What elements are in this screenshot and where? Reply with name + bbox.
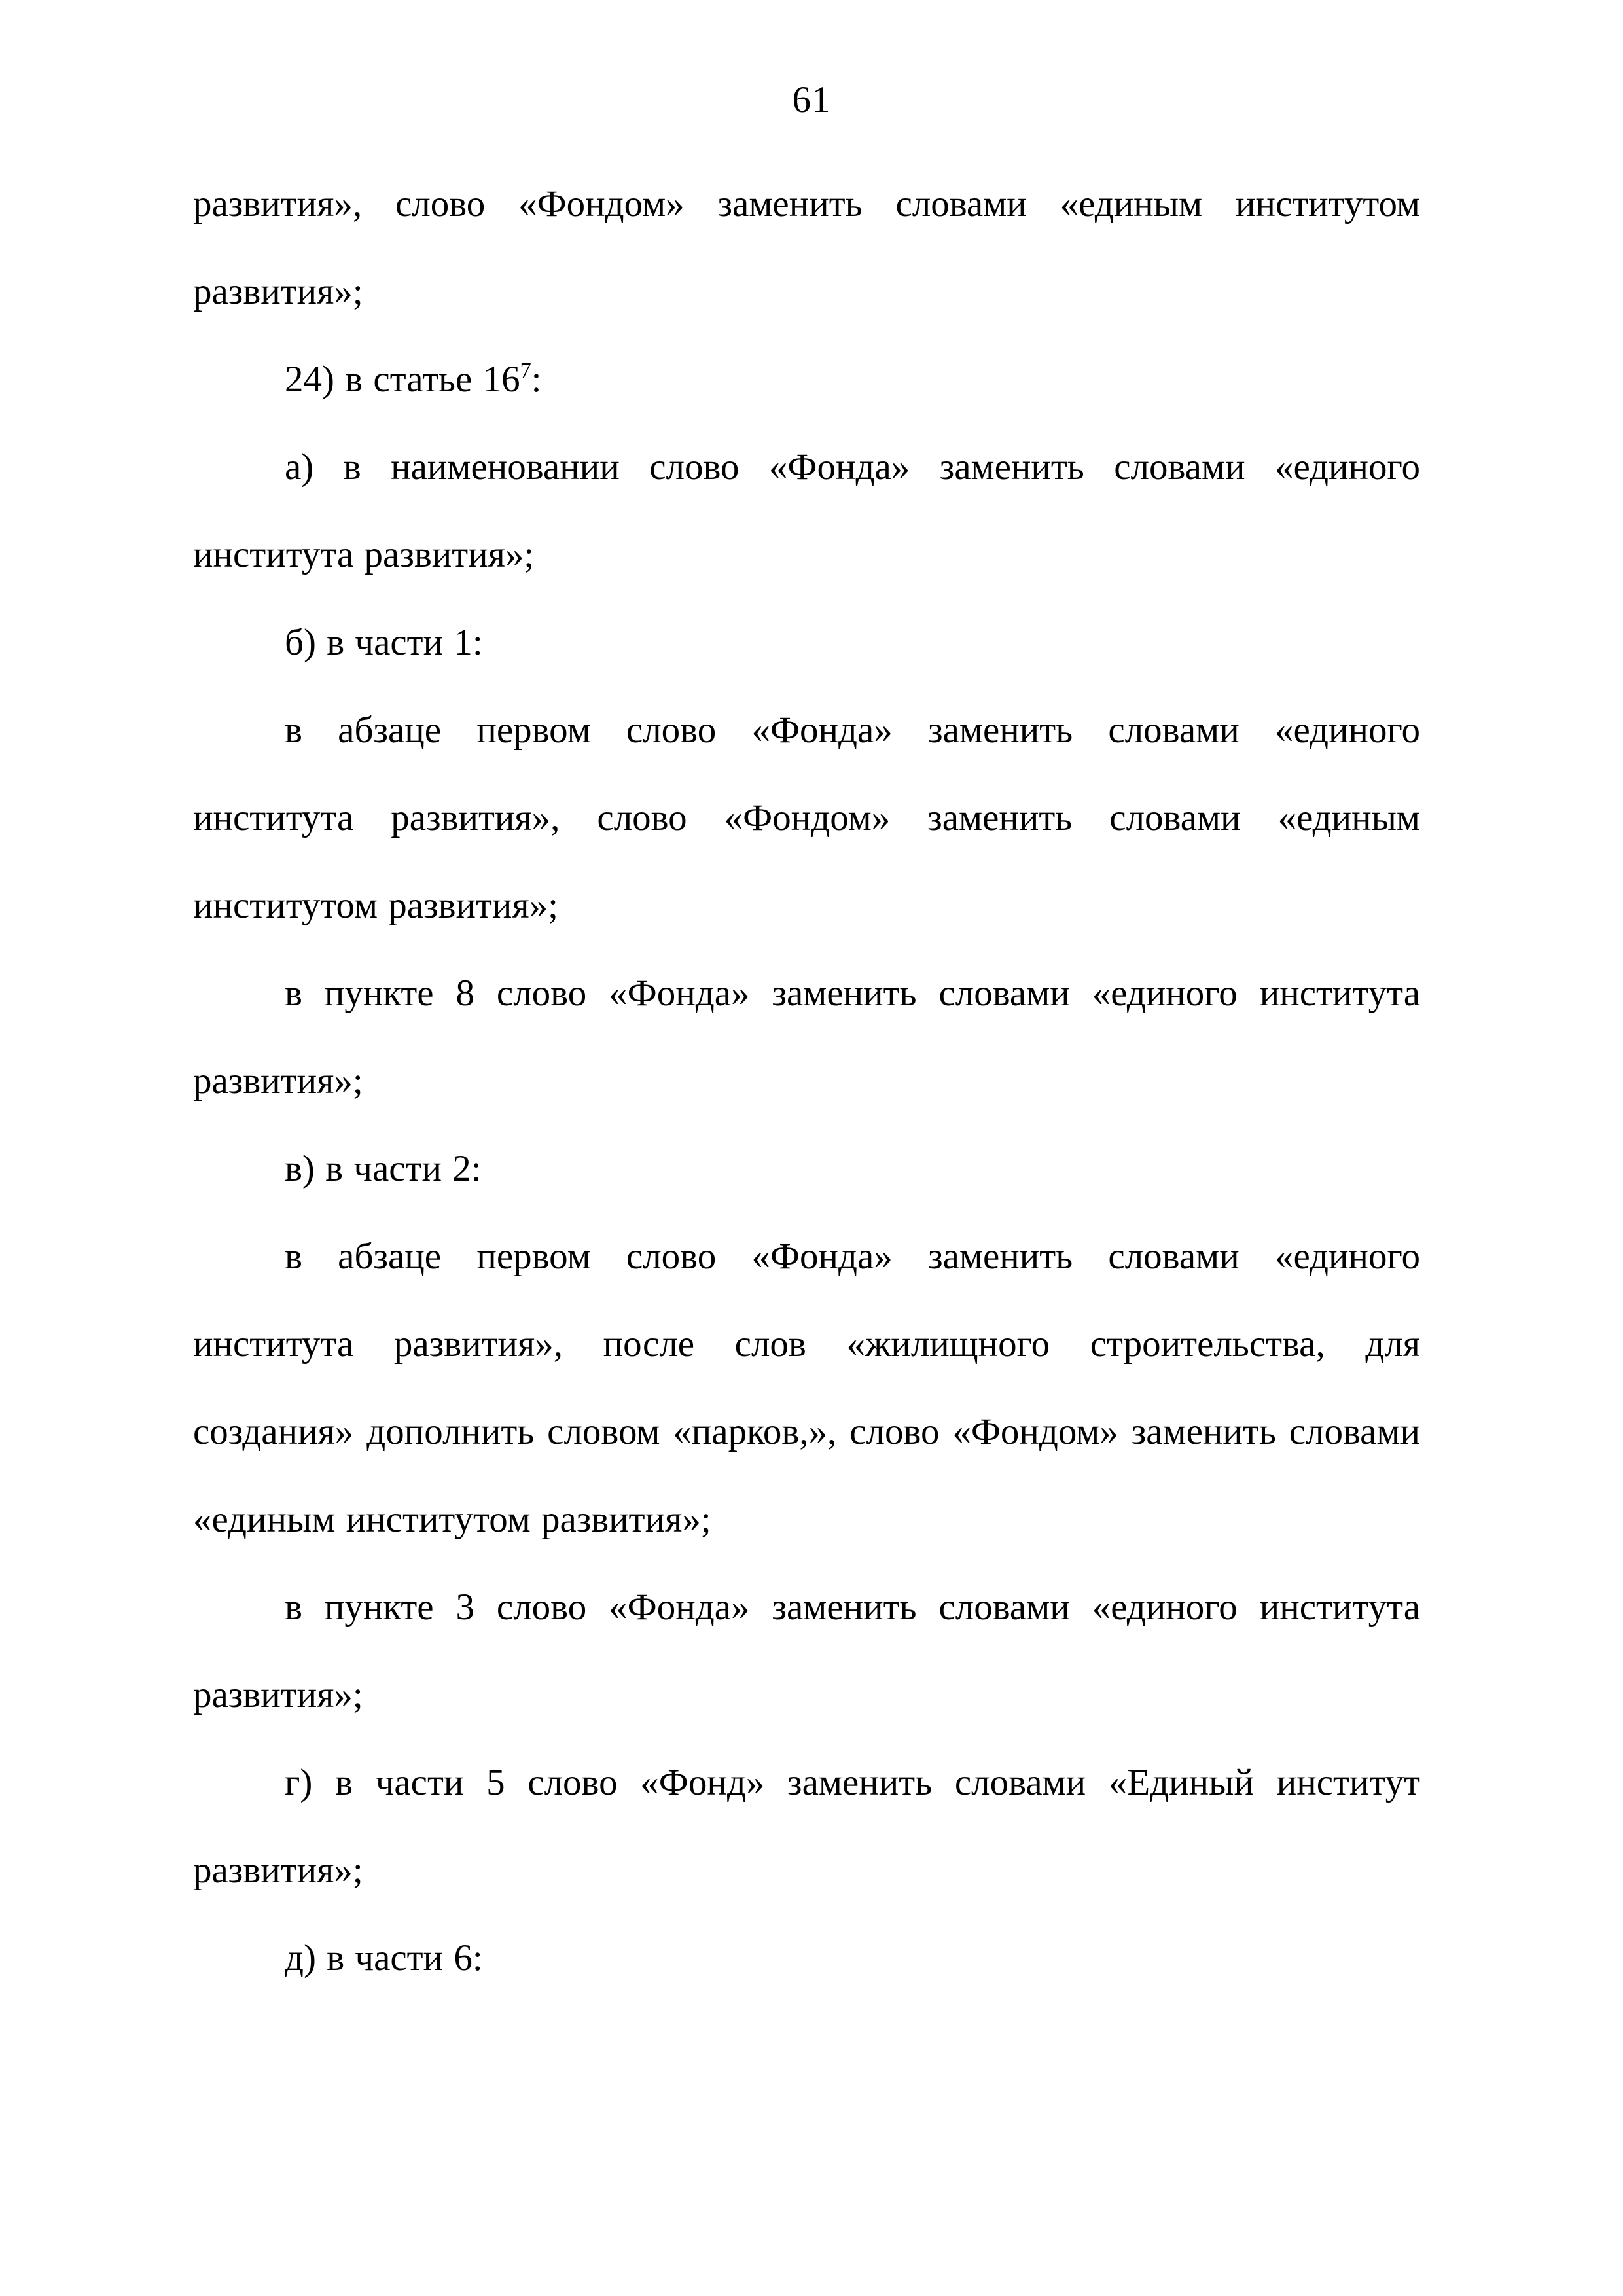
text-segment: развития»;	[193, 271, 363, 312]
text-line	[193, 1476, 1420, 1564]
text-line	[193, 1827, 1420, 1914]
text-line	[193, 599, 1420, 687]
text-segment: развития», слово «Фондом» заменить словами «единым институтом	[193, 183, 1420, 224]
text-segment: развития»;	[193, 1850, 363, 1891]
text-segment: в абзаце первом слово «Фонда» заменить словами «единого	[285, 1236, 1420, 1277]
text-line	[193, 1564, 1420, 1651]
text-line	[193, 1388, 1420, 1476]
text-segment: в) в части 2:	[285, 1148, 482, 1189]
text-line	[193, 248, 1420, 336]
text-line	[193, 511, 1420, 599]
text-line	[193, 1300, 1420, 1388]
text-segment: в пункте 3 слово «Фонда» заменить словами «единого института	[285, 1587, 1420, 1628]
text-segment: института развития», после слов «жилищного строительства, для	[193, 1323, 1420, 1365]
text-line	[193, 1125, 1420, 1213]
text-segment: института развития»;	[193, 534, 535, 575]
text-line	[193, 1739, 1420, 1827]
text-line	[193, 336, 1420, 423]
text-line	[193, 1651, 1420, 1739]
page-number: 61	[792, 79, 831, 120]
text-line	[193, 1037, 1420, 1125]
text-line	[193, 862, 1420, 950]
text-segment: развития»;	[193, 1060, 363, 1102]
text-segment: а) в наименовании слово «Фонда» заменить словами «единого	[285, 446, 1420, 488]
text-line	[193, 950, 1420, 1037]
text-line	[193, 1914, 1420, 2002]
text-segment: института развития», слово «Фондом» заменить словами «единым	[193, 797, 1420, 838]
text-segment: развития»;	[193, 1674, 363, 1715]
text-line	[193, 687, 1420, 774]
text-segment: д) в части 6:	[285, 1937, 483, 1979]
text-line	[193, 160, 1420, 248]
text-segment: :	[531, 359, 542, 400]
text-segment: б) в части 1:	[285, 622, 483, 663]
text-segment: 24) в статье 16	[285, 359, 520, 400]
document-body	[193, 160, 1420, 2002]
text-segment: г) в части 5 слово «Фонд» заменить словами «Единый институт	[285, 1762, 1420, 1803]
text-segment: «единым институтом развития»;	[193, 1499, 711, 1540]
text-segment: институтом развития»;	[193, 885, 558, 926]
text-line	[193, 774, 1420, 862]
superscript: 7	[520, 358, 531, 383]
text-segment: в абзаце первом слово «Фонда» заменить словами «единого	[285, 709, 1420, 751]
text-line	[193, 423, 1420, 511]
text-segment: создания» дополнить словом «парков,», слово «Фондом» заменить словами	[193, 1411, 1420, 1452]
text-segment: в пункте 8 слово «Фонда» заменить словами «единого института	[285, 973, 1420, 1014]
text-line	[193, 1213, 1420, 1300]
